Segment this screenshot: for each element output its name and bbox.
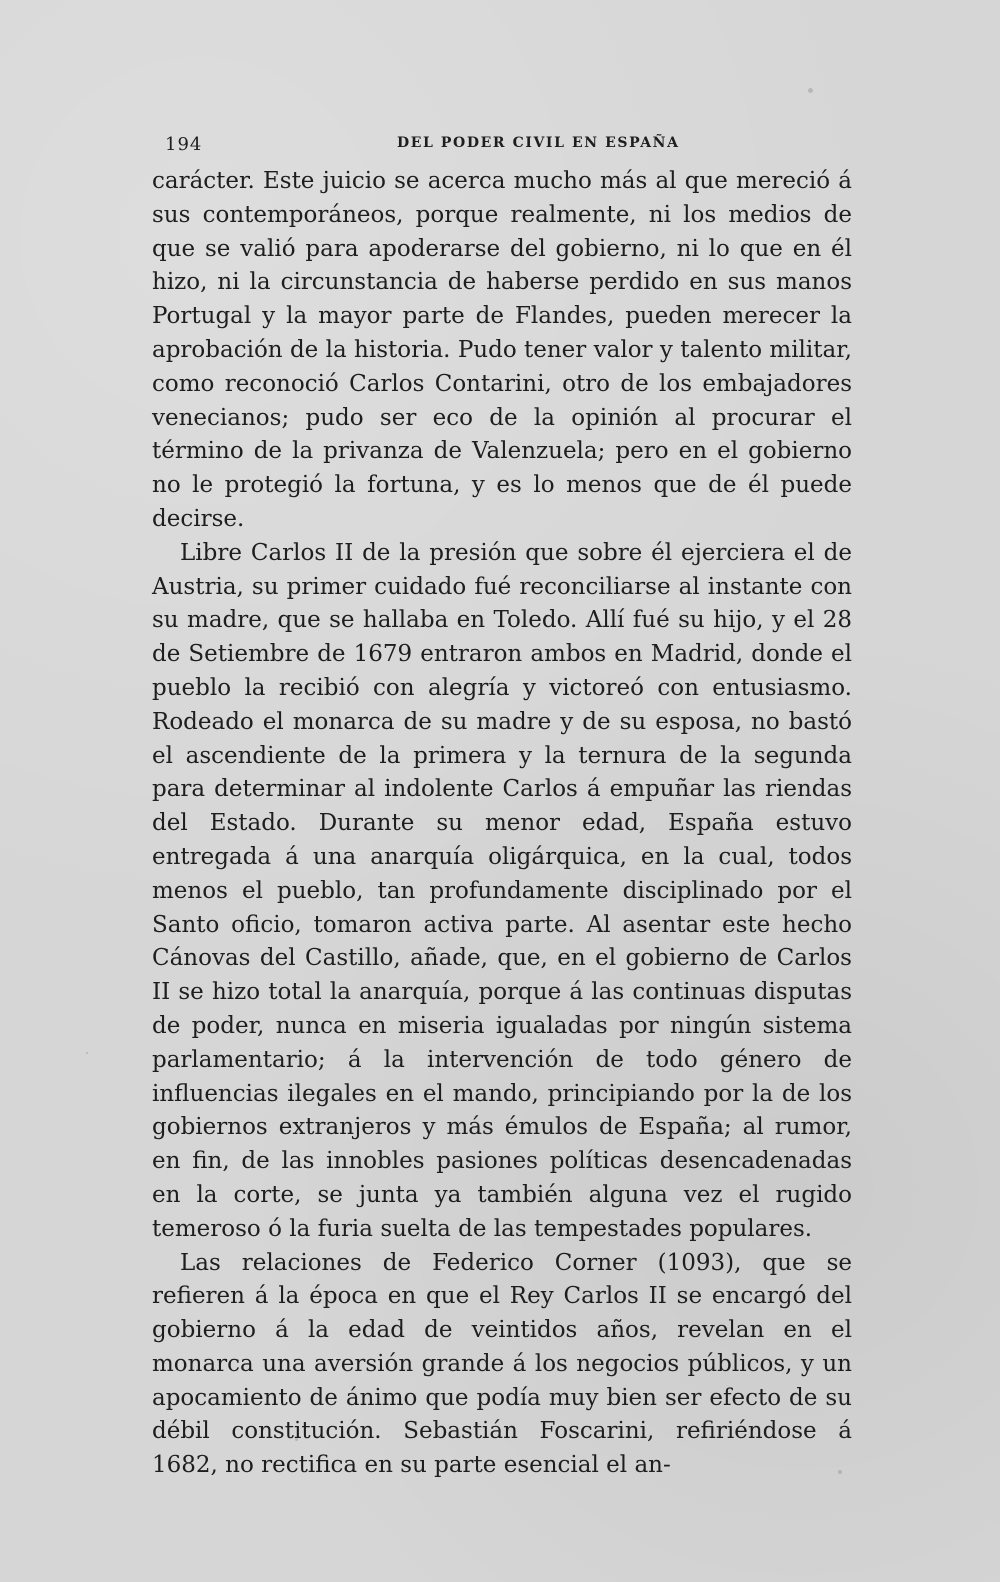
paragraph-2: Libre Carlos II de la presión que sobre él ejerciera el de Austria, su primer cuidado fué reconciliarse al instante con su madre, que se hallaba en Toledo. Allí fué su hijo, y el 28 de Setiembre de 1679 entraron ambos en Madrid, donde el pueblo la recibió con alegría y victoreó con entusiasmo. Rodeado el monarca de su madre y de su esposa, no bastó el ascendiente de la primera y la ternura de la segunda para determinar al indolente Carlos á empuñar las riendas del Estado. Durante su menor edad, España estuvo entregada á una anarquía oligárquica, en la cual, todos menos el pueblo, tan profundamente disciplinado por el Santo oficio, tomaron activa parte. Al asentar este hecho Cánovas del Castillo, añade, que, en el gobierno de Carlos II se hizo total la anarquía, porque á las continuas disputas de poder, nunca en miseria igualadas por ningún sistema parlamentario; á la intervención de todo género de influencias ilegales en el mando, principiando por la de los gobiernos extranjeros y más émulos de España; al rumor, en fin, de las innobles pasiones políticas desencadenadas en la corte, se junta ya también alguna vez el rugido temeroso ó la furia suelta de las tempestades populares.: [152, 539, 852, 1242]
paper-speck: [838, 1470, 842, 1474]
paper-speck: [295, 1438, 298, 1441]
paper-speck: [808, 88, 813, 93]
paragraph-3: Las relaciones de Federico Corner (1093), que se refieren á la época en que el Rey Carlos II se encargó del gobierno á la edad de veintidos años, revelan en el monarca una aversión grande á los negocios públicos, y un apocamiento de ánimo que podía muy bien ser efecto de su débil constitución. Sebastián Foscarini, refiriéndose á 1682, no rectifica en su parte esencial el an-: [152, 1249, 852, 1479]
paper-speck: [86, 1052, 88, 1054]
body-text: [152, 165, 852, 1483]
paragraph-1: carácter. Este juicio se acerca mucho más al que mereció á sus contemporáneos, porque realmente, ni los medios de que se valió para apoderarse del gobierno, ni lo que en él hizo, ni la circunstancia de haberse perdido en sus manos Portugal y la mayor parte de Flandes, pueden merecer la aprobación de la historia. Pudo tener valor y talento militar, como reconoció Carlos Contarini, otro de los embajadores venecianos; pudo ser eco de la opinión al procurar el término de la privanza de Valenzuela; pero en el gobierno no le protegió la fortuna, y es lo menos que de él puede decirse.: [152, 168, 852, 532]
running-title: DEL PODER CIVIL EN ESPAÑA: [397, 135, 680, 151]
page-header: [165, 134, 855, 158]
page-number: 194: [165, 134, 203, 155]
